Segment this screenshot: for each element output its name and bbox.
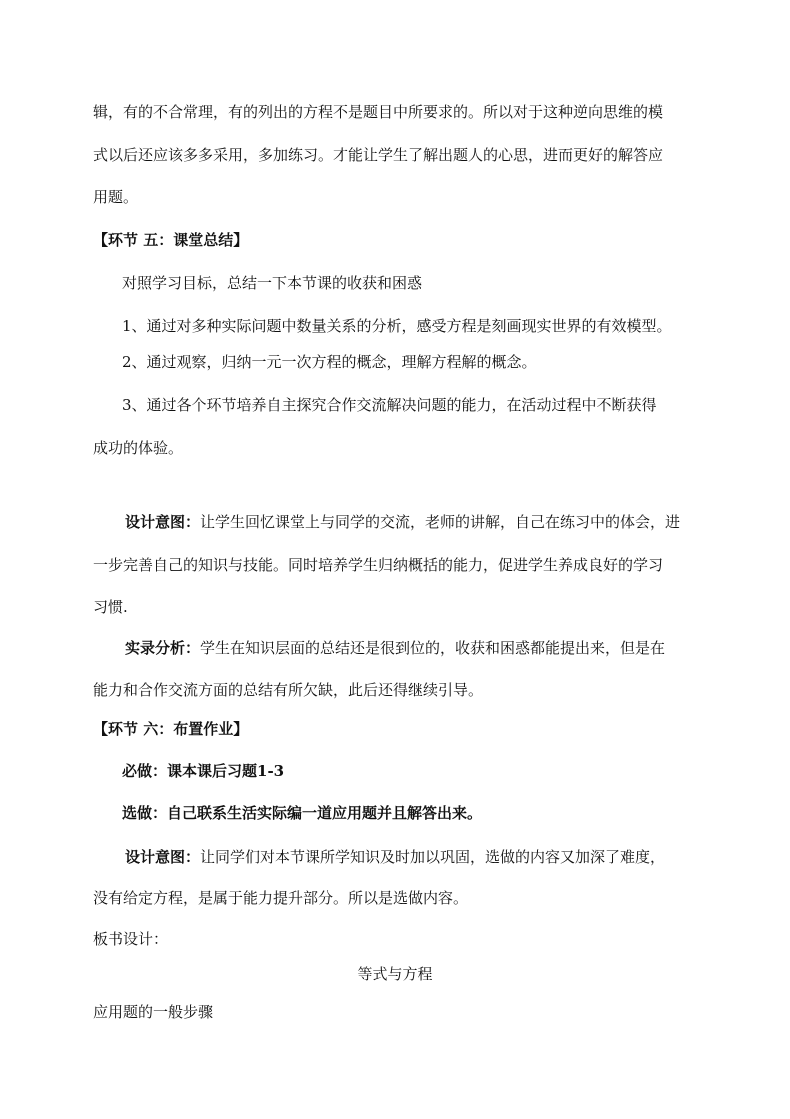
board-subtitle: 应用题的一般步骤 bbox=[93, 1003, 214, 1021]
analysis-text: 学生在知识层面的总结还是很到位的，收获和困惑都能提出来，但是在 bbox=[200, 639, 666, 657]
paragraph-line: 没有给定方程，是属于能力提升部分。所以是选做内容。 bbox=[93, 889, 469, 907]
section-heading: 【环节 六：布置作业】 bbox=[93, 720, 249, 738]
paragraph-line: 辑，有的不合常理，有的列出的方程不是题目中所要求的。所以对于这种逆向思维的模 bbox=[93, 103, 664, 121]
homework-optional: 选做：自己联系生活实际编一道应用题并且解答出来。 bbox=[122, 804, 483, 822]
design-intent-text: 让同学们对本节课所学知识及时加以巩固，选做的内容又加深了难度， bbox=[200, 848, 666, 866]
list-item: 2、通过观察，归纳一元一次方程的概念，理解方程解的概念。 bbox=[122, 353, 537, 371]
design-intent-text: 让学生回忆课堂上与同学的交流，老师的讲解，自己在练习中的体会，进 bbox=[200, 513, 681, 531]
design-intent-label: 设计意图： bbox=[125, 513, 201, 531]
paragraph-line: 习惯. bbox=[93, 598, 128, 616]
design-intent-paragraph bbox=[125, 512, 680, 532]
board-design-label: 板书设计： bbox=[93, 930, 169, 948]
section-heading: 【环节 五：课堂总结】 bbox=[93, 231, 249, 249]
board-title: 等式与方程 bbox=[357, 965, 433, 983]
paragraph-line: 用题。 bbox=[93, 188, 139, 206]
analysis-label: 实录分析： bbox=[125, 639, 201, 657]
design-intent-label: 设计意图： bbox=[125, 848, 201, 866]
paragraph-line: 对照学习目标，总结一下本节课的收获和困惑 bbox=[122, 274, 423, 292]
list-item: 1、通过对多种实际问题中数量关系的分析，感受方程是刻画现实世界的有效模型。 bbox=[122, 317, 672, 335]
design-intent-paragraph bbox=[125, 847, 665, 867]
paragraph-line: 成功的体验。 bbox=[93, 439, 184, 457]
list-item: 3、通过各个环节培养自主探究合作交流解决问题的能力，在活动过程中不断获得 bbox=[122, 396, 657, 414]
paragraph-line: 能力和合作交流方面的总结有所欠缺，此后还得继续引导。 bbox=[93, 681, 484, 699]
analysis-paragraph bbox=[125, 638, 665, 658]
paragraph-line: 式以后还应该多多采用，多加练习。才能让学生了解出题人的心思，进而更好的解答应 bbox=[93, 146, 664, 164]
homework-required: 必做：课本课后习题1-3 bbox=[122, 762, 285, 780]
paragraph-line: 一步完善自己的知识与技能。同时培养学生归纳概括的能力，促进学生养成良好的学习 bbox=[93, 556, 664, 574]
